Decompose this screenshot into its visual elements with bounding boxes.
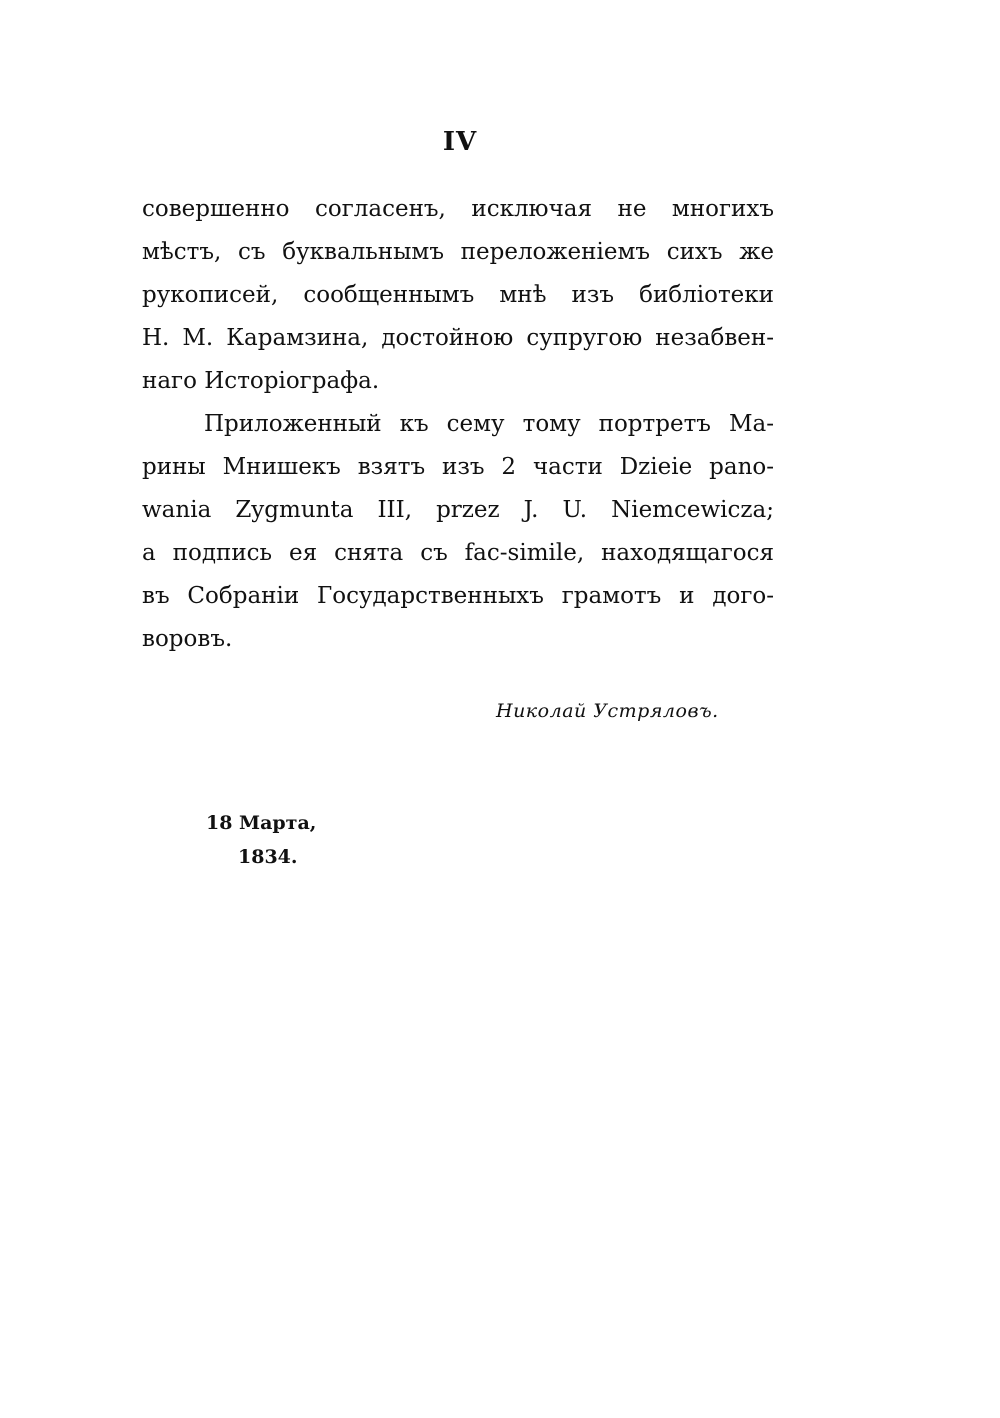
author-signature: Николай Устряловъ. [496,700,719,722]
date-block [206,806,316,874]
page-number: IV [442,127,478,157]
text-line: воровъ. [142,626,233,652]
text-line: мѣстъ, съ буквальнымъ переложеніемъ сихъ же [142,239,774,265]
body-text [142,188,774,661]
date-year: 1834. [238,846,298,868]
text-line: wania Zygmunta III, przez J. U. Niemcewicza; [142,497,774,523]
text-line: совершенно согласенъ, исключая не многихъ [142,196,774,222]
text-line: рукописей, сообщеннымъ мнѣ изъ библіотеки [142,282,774,308]
text-line: Н. М. Карамзина, достойною супругою незабвен- [142,325,774,351]
text-line: Приложенный къ сему тому портретъ Ма- [204,411,774,437]
text-line: рины Мнишекъ взятъ изъ 2 части Dzieie pano- [142,454,774,480]
text-line: наго Исторіографа. [142,368,380,394]
text-line: въ Собраніи Государственныхъ грамотъ и дого- [142,583,774,609]
paragraph-2 [142,403,774,661]
text-line: а подпись ея снята съ fac-simile, находящагося [142,540,774,566]
date-day-month: 18 Марта, [206,812,317,834]
paragraph-1 [142,188,774,403]
